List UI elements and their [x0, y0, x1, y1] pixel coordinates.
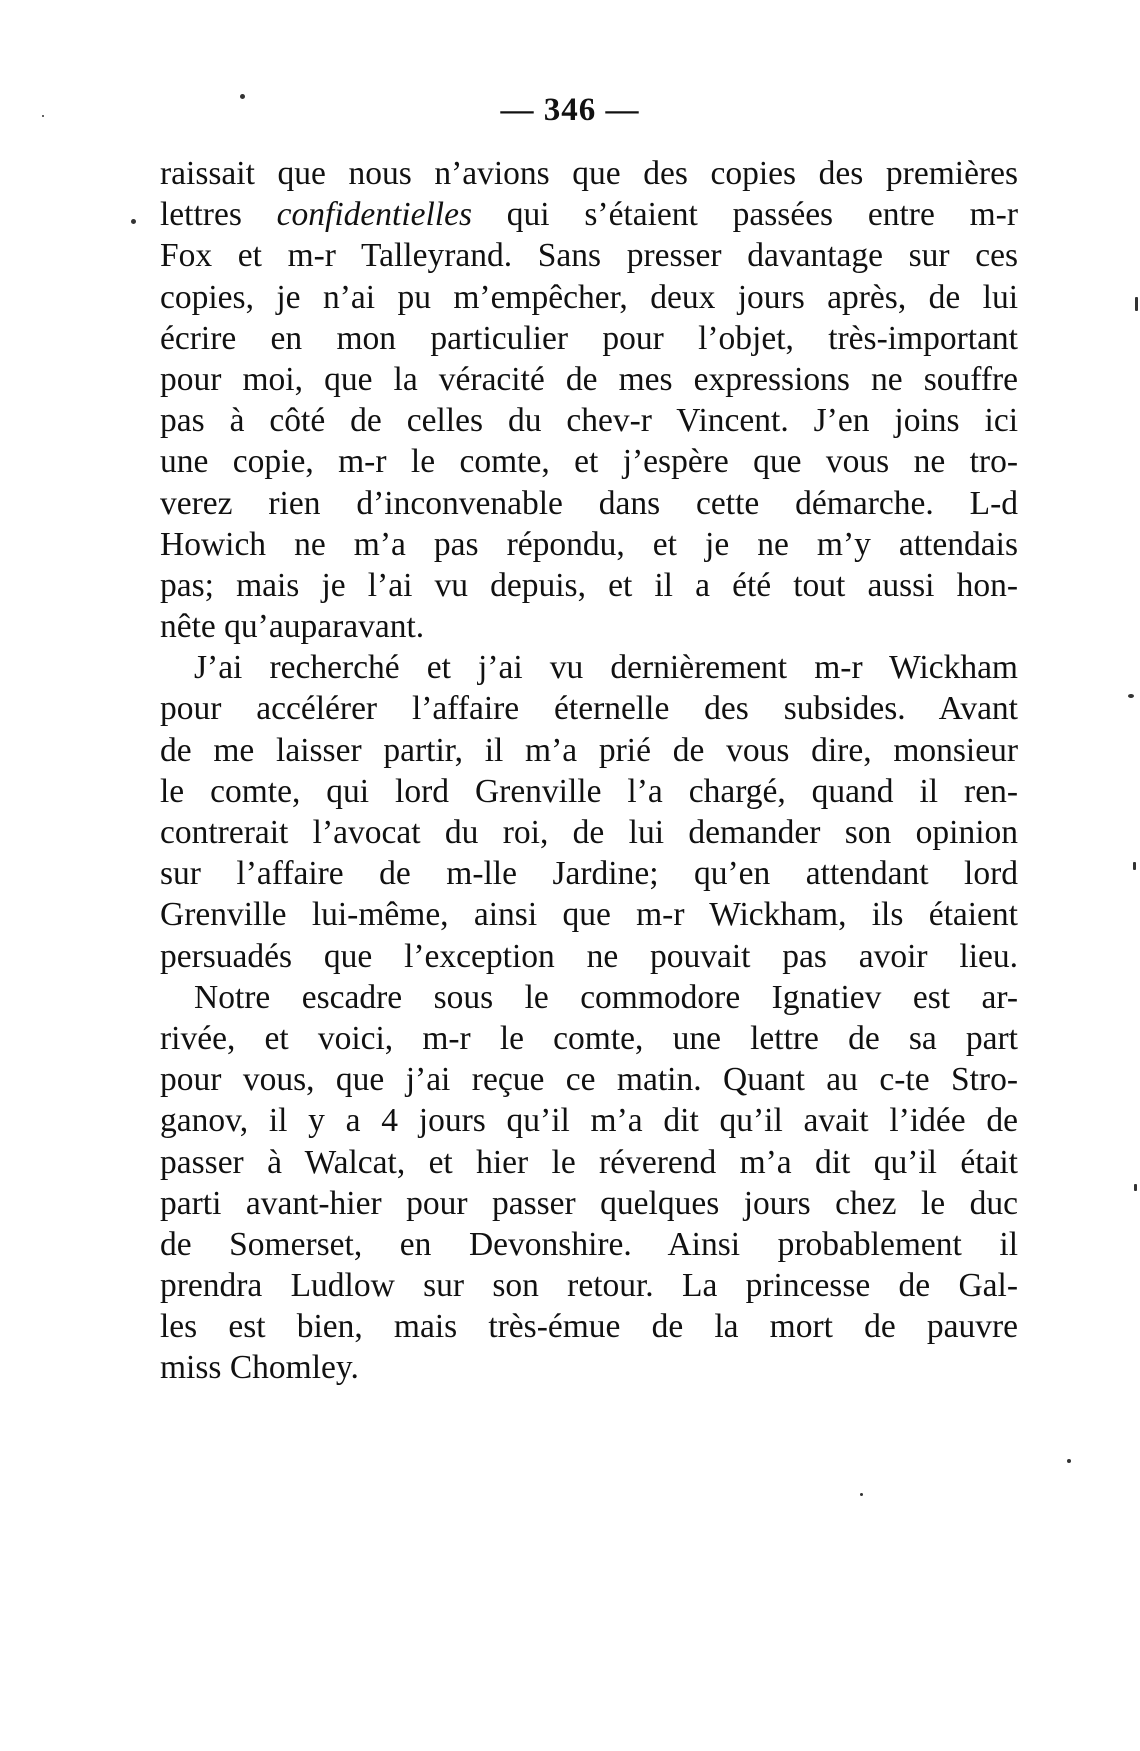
- paragraph: [160, 647, 1018, 977]
- scan-speck: [1067, 1459, 1071, 1463]
- text-line: J’ai recherché et j’ai vu dernièrement m-r Wickham: [194, 649, 1018, 687]
- text-line: [160, 194, 1018, 235]
- text-line-segment: lettres: [160, 196, 277, 234]
- text-line: pas; mais je l’ai vu depuis, et il a été tout aussi hon-: [160, 566, 1018, 604]
- text-line: Grenville lui-même, ainsi que m-r Wickham, ils étaient: [160, 896, 1018, 934]
- text-line: Fox et m-r Talleyrand. Sans presser davantage sur ces: [160, 237, 1018, 275]
- text-line: pour vous, que j’ai reçue ce matin. Quant au c-te Stro-: [160, 1061, 1018, 1099]
- scan-speck: [1128, 694, 1134, 698]
- text-line: le comte, qui lord Grenville l’a chargé, quand il ren-: [160, 772, 1018, 810]
- text-line: contrerait l’avocat du roi, de lui demander son opinion: [160, 814, 1018, 851]
- text-line: les est bien, mais très-émue de la mort de pauvre: [160, 1308, 1018, 1346]
- scan-speck: [131, 219, 136, 224]
- scan-speck: [1133, 862, 1136, 870]
- italic-word: confidentielles: [276, 196, 472, 234]
- paragraph: [160, 977, 1018, 1389]
- page-number: — 346 —: [500, 92, 640, 128]
- body-text: [160, 153, 1018, 1389]
- scan-speck: [1135, 297, 1138, 311]
- text-line: de me laisser partir, il m’a prié de vous dire, monsieur: [160, 731, 1018, 769]
- text-line: copies, je n’ai pu m’empêcher, deux jours après, de lui: [160, 278, 1018, 316]
- text-line: verez rien d’inconvenable dans cette démarche. L-d: [160, 484, 1018, 522]
- scan-speck: [860, 1493, 863, 1496]
- text-line: Notre escadre sous le commodore Ignatiev est ar-: [194, 978, 1018, 1016]
- text-line: écrire en mon particulier pour l’objet, très-important: [160, 319, 1018, 357]
- text-line: passer à Walcat, et hier le réverend m’a dit qu’il était: [160, 1143, 1018, 1181]
- text-line: prendra Ludlow sur son retour. La princesse de Gal-: [160, 1267, 1018, 1305]
- text-line: nête qu’auparavant.: [160, 608, 425, 646]
- scan-speck: [1134, 1184, 1137, 1191]
- text-line: de Somerset, en Devonshire. Ainsi probablement il: [160, 1225, 1018, 1263]
- scan-speck: [42, 115, 44, 117]
- text-line: persuadés que l’exception ne pouvait pas avoir lieu.: [160, 937, 1018, 975]
- text-line: pour moi, que la véracité de mes expressions ne souffre: [160, 360, 1018, 398]
- text-line: sur l’affaire de m-lle Jardine; qu’en attendant lord: [160, 855, 1018, 893]
- text-line: une copie, m-r le comte, et j’espère que vous ne tro-: [160, 443, 1018, 481]
- text-line: pas à côté de celles du chev-r Vincent. J’en joins ici: [160, 402, 1018, 440]
- text-line: parti avant-hier pour passer quelques jours chez le duc: [160, 1184, 1018, 1222]
- text-line: pour accélérer l’affaire éternelle des subsides. Avant: [160, 690, 1018, 728]
- text-line: raissait que nous n’avions que des copies des premières: [160, 155, 1018, 192]
- text-line: Howich ne m’a pas répondu, et je ne m’y attendais: [160, 525, 1018, 563]
- text-line: ganov, il y a 4 jours qu’il m’a dit qu’il avait l’idée de: [160, 1102, 1018, 1140]
- text-line: rivée, et voici, m-r le comte, une lettre de sa part: [160, 1019, 1018, 1057]
- text-line-segment: qui s’étaient passées entre m-r: [472, 196, 1018, 234]
- text-line: miss Chomley.: [160, 1349, 359, 1387]
- scan-speck: [240, 94, 245, 99]
- paragraph: [160, 153, 1018, 647]
